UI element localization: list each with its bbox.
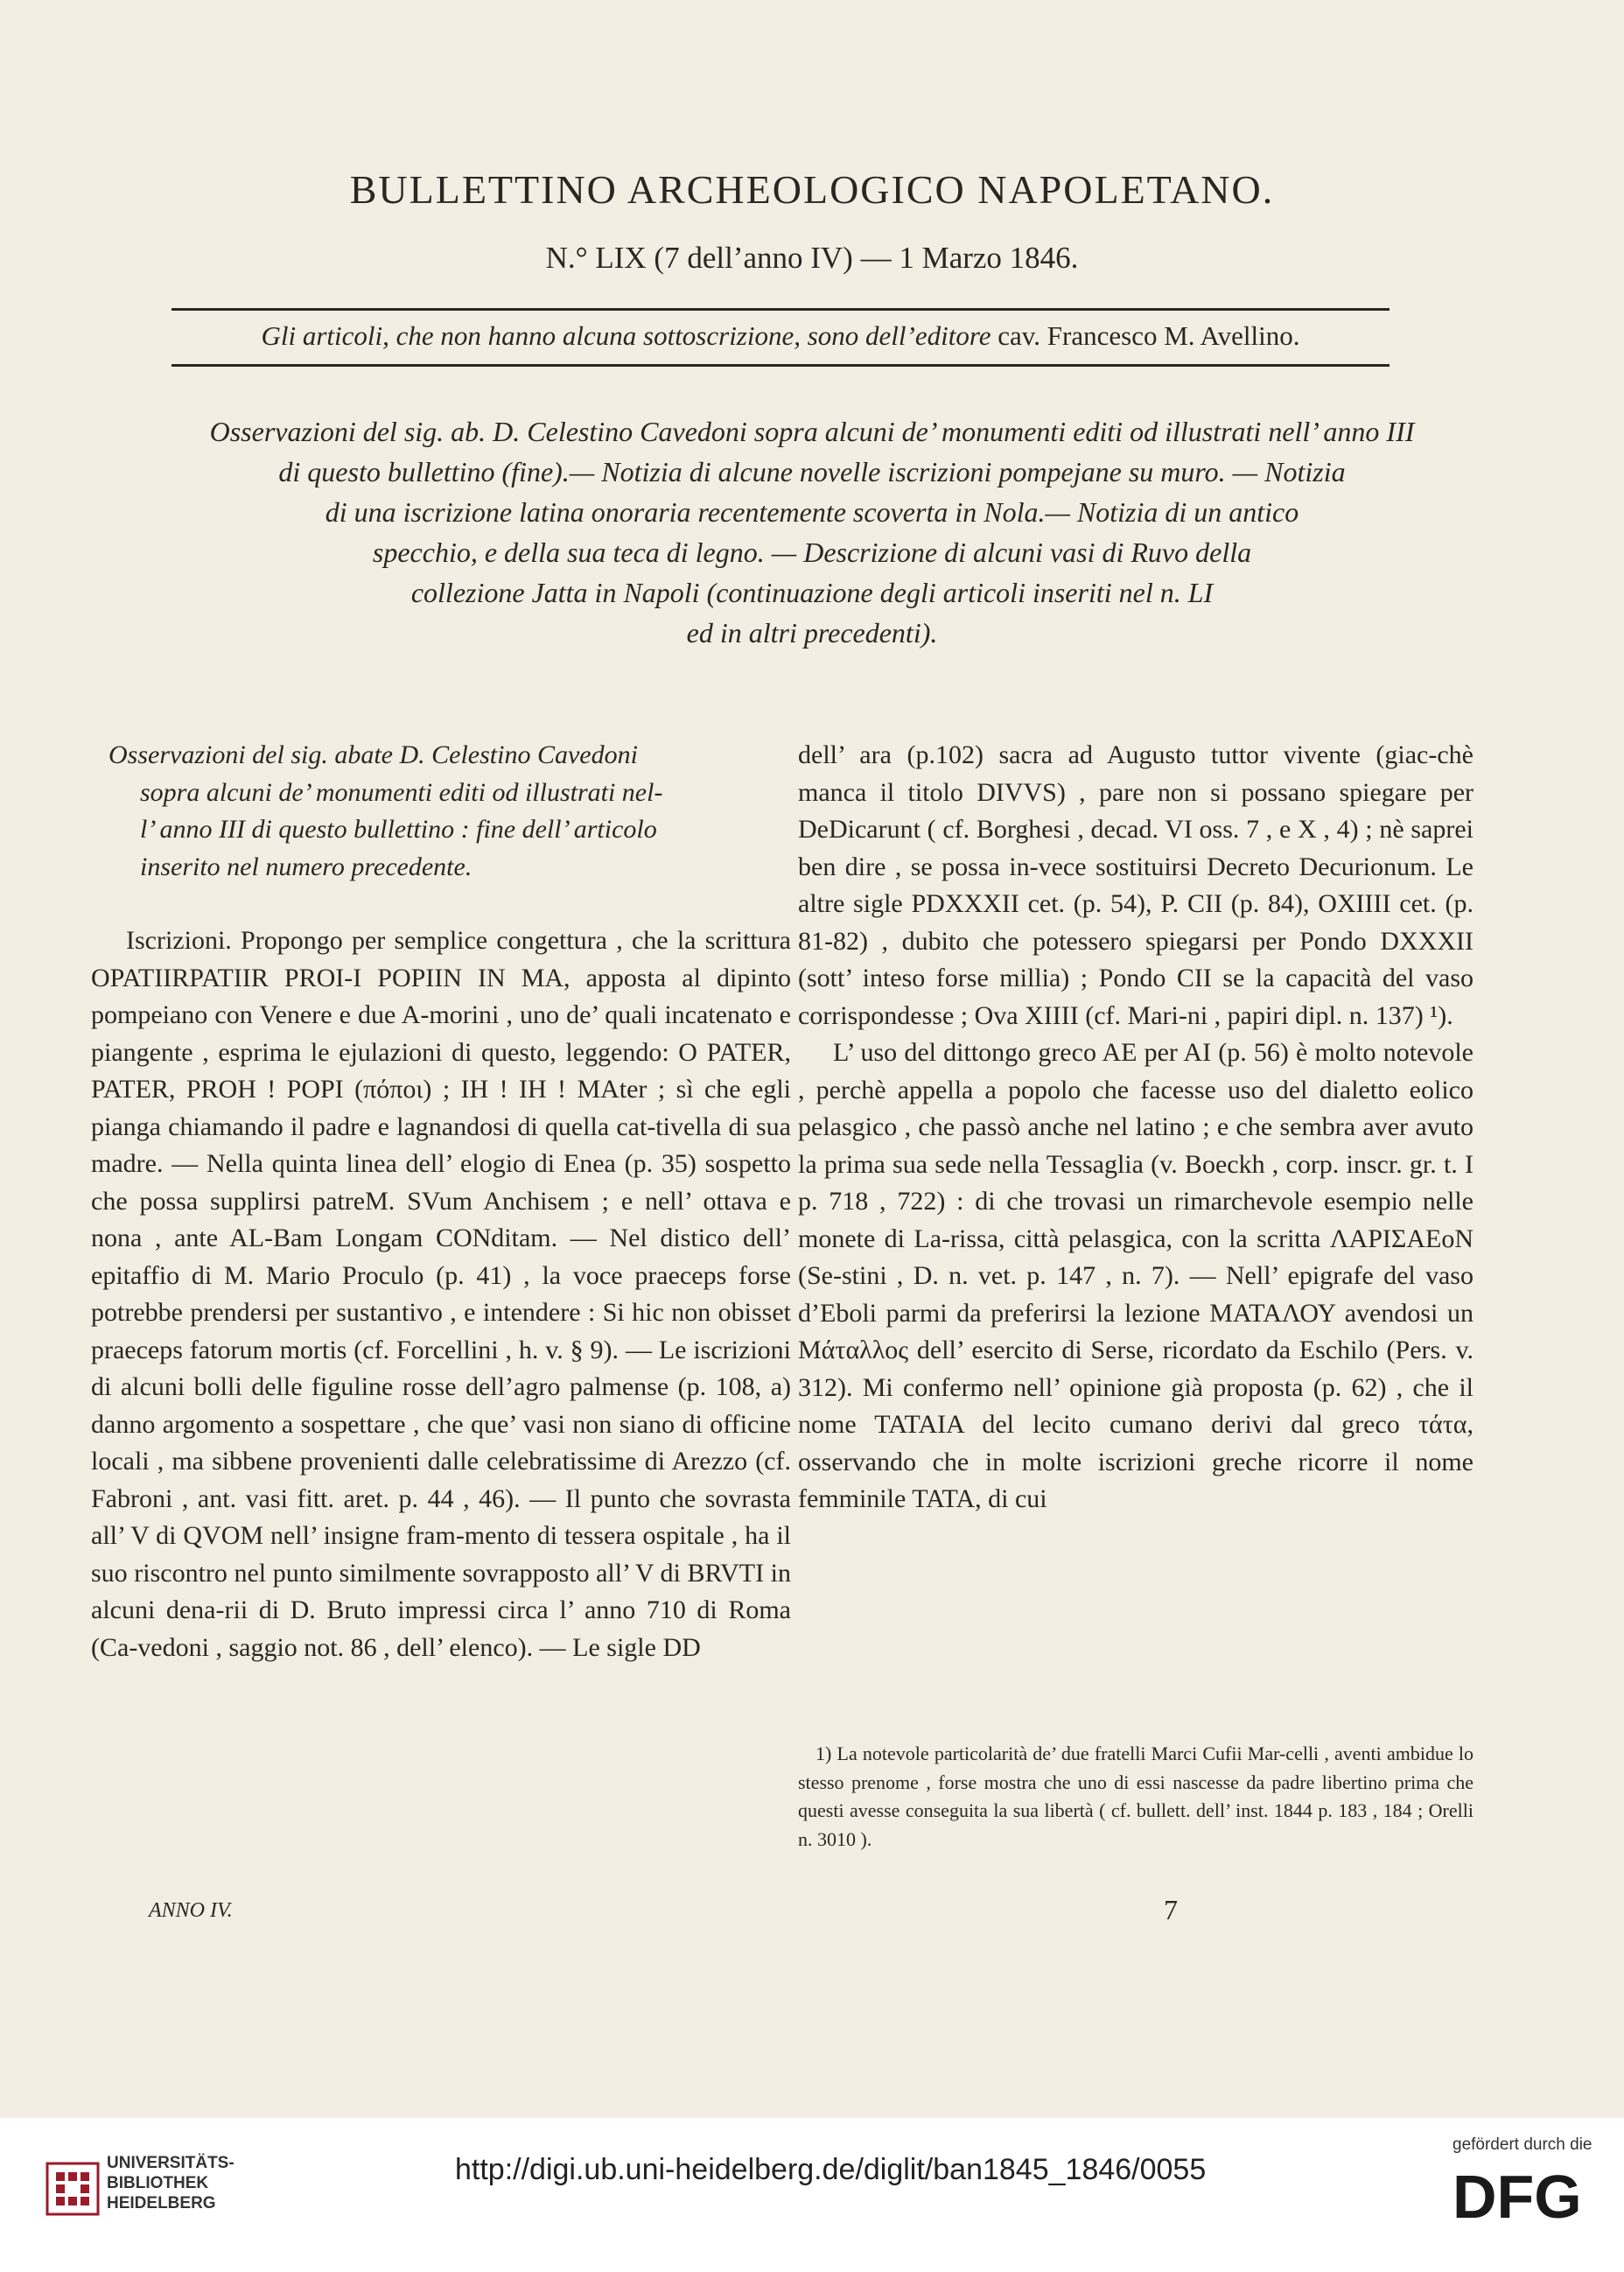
right-column: [798, 737, 1474, 1518]
body-paragraph: dell’ ara (p.102) sacra ad Augusto tuttor vivente (giac-chè manca il titolo DIVVS) , pare non si possano spiegare per DeDicarunt ( cf. Borghesi , decad. VI oss. 7 , e X , 4) ; nè saprei ben dire , se possa in-vece sostituirsi Decreto Decurionum. Le altre sigle PDXXXII cet. (p. 54), P. CII (p. 84), OXIIII cet. (p. 81-82) , dubito che potessero spiegarsi per Pondo DXXXII (sott’ inteso forse millia) ; Pondo CII se la capacità del vaso corrispondesse ; Ova XIIII (cf. Mari-ni , papiri dipl. n. 137) ¹).: [798, 740, 1474, 1030]
body-paragraph: L’ uso del dittongo greco AE per AI (p. 56) è molto notevole , perchè appella a popolo che facesse uso del dialetto eolico pelasgico , che passò anche nel latino ; e che sembra aver avuto la prima sua sede nella Tessaglia (v. Boeckh , corp. inscr. gr. t. I p. 718 , 722) : di che trovasi un rimarchevole esempio nelle monete di La-rissa, città pelasgica, con la scritta ΛΑΡΙΣΑΕοΝ (Se-stini , D. n. vet. p. 147 , n. 7). — Nell’ epigrafe del vaso d’Eboli parmi da preferirsi la lezione ΜΑΤΑΛΟΥ avendosi un Μάταλλος dell’ esercito di Serse, ricordato da Eschilo (Pers. v. 312). Mi confermo nell’ opinione già proposta (p. 62) , che il nome TATAIA del lecito cumano derivi dal greco τάτα, osservando che in molte iscrizioni greche ricorre il nome femminile TATA, di cui: [798, 1038, 1474, 1513]
summary-line: Osservazioni del sig. ab. D. Celestino Cavedoni sopra alcuni de’ monumenti editi od illustrati nell’ anno III: [209, 416, 1415, 447]
article-heading-line: inserito nel numero precedente.: [140, 852, 472, 881]
summary-line: di questo bullettino (fine).— Notizia di alcune novelle iscrizioni pompejane su muro. — Notizia: [278, 456, 1346, 487]
library-name: [107, 2153, 234, 2213]
summary-line: specchio, e della sua teca di legno. — Descrizione di alcuni vasi di Ruvo della: [372, 536, 1252, 568]
library-name-line: BIBLIOTHEK: [107, 2174, 209, 2192]
dfg-logo-icon: [1452, 2163, 1598, 2225]
editor-note: [158, 320, 1404, 352]
journal-title: BULLETTINO ARCHEOLOGICO NAPOLETANO.: [349, 167, 1275, 212]
article-heading-line: sopra alcuni de’ monumenti editi od illustrati nel-: [140, 777, 663, 807]
funding-caption: gefördert durch die: [1452, 2135, 1592, 2154]
digitization-bar: [0, 2118, 1624, 2272]
issue-summary: [88, 411, 1536, 653]
header-rule-bottom: [172, 364, 1390, 367]
editor-note-roman: cav. Francesco M. Avellino.: [990, 320, 1300, 351]
article-heading-line: l’ anno III di questo bullettino : fine dell’ articolo: [140, 815, 657, 844]
issue-line: N.° LIX (7 dell’anno IV) — 1 Marzo 1846.: [545, 241, 1079, 275]
body-paragraph: Iscrizioni. Propongo per semplice congettura , che la scrittura OPATIIRPATIIR PROI-I POPIIN IN MA, apposta al dipinto pompeiano con Venere e due A-morini , uno de’ quali incatenato e piangente , esprima le ejulazioni di questo, leggendo: O PATER, PATER, PROH ! POPI (πόποι) ; IH ! IH ! MAter ; sì che egli pianga chiamando il padre e lagnandosi di quella cat-tivella di sua madre. — Nella quinta linea dell’ elogio di Enea (p. 35) sospetto che possa supplirsi patreM. SVum Anchisem ; e nell’ ottava e nona , ante AL-Bam Longam CONditam. — Nel distico dell’ epitaffio di M. Mario Proculo (p. 41) , la voce praeceps forse potrebbe prendersi per sustantivo , e intendere : Si hic non obisset praeceps fatorum mortis (cf. Forcellini , h. v. § 9). — Le iscrizioni di alcuni bolli delle figuline rosse dell’agro palmense (p. 108, a) danno argomento a sospettare , che que’ vasi non siano di officine locali , ma sibbene provenienti dalle celebratissime di Arezzo (cf. Fabroni , ant. vasi fitt. aret. p. 44 , 46). — Il punto che sovrasta all’ V di QVOM nell’ insigne fram-mento di tessera ospitale , ha il suo riscontro nel punto similmente sovrapposto all’ V di BRVTI in alcuni dena-rii di D. Bruto impressi circa l’ anno 710 di Roma (Ca-vedoni , saggio not. 86 , dell’ elenco). — Le sigle DD: [91, 926, 791, 1662]
summary-line: ed in altri precedenti).: [686, 617, 938, 649]
library-name-line: HEIDELBERG: [107, 2194, 216, 2212]
footnote-text: 1) La notevole particolarità de’ due fratelli Marci Cufii Mar-celli , aventi ambidue lo stesso prenome , forse mostra che uno di essi nascesse da padre libertino prima che questi avesse conseguita la sua libertà ( cf. bullett. dell’ inst. 1844 p. 183 , 184 ; Orelli n. 3010 ).: [798, 1743, 1474, 1850]
dfg-logo-text: DFG: [1452, 2163, 1582, 2225]
running-foot: ANNO IV.: [149, 1899, 233, 1922]
page-number: 7: [1164, 1894, 1178, 1925]
article-heading-line: Osservazioni del sig. abate D. Celestino Cavedoni: [108, 740, 638, 769]
header-rule-top: [172, 308, 1390, 311]
footnote: [798, 1740, 1474, 1854]
left-column: [91, 737, 791, 1666]
summary-line: di una iscrizione latina onoraria recentemente scoverta in Nola.— Notizia di un antico: [325, 496, 1299, 528]
article-heading: [91, 737, 791, 886]
summary-line: collezione Jatta in Napoli (continuazione degli articoli inseriti nel n. LI: [410, 577, 1214, 608]
editor-note-italic: Gli articoli, che non hanno alcuna sottoscrizione, sono dell’editore: [261, 320, 991, 351]
library-name-line: UNIVERSITÄTS-: [107, 2154, 234, 2172]
digitization-url-link[interactable]: http://digi.ub.uni-heidelberg.de/diglit/ban1845_1846/0055: [455, 2153, 1207, 2186]
university-seal-icon: [46, 2162, 100, 2216]
